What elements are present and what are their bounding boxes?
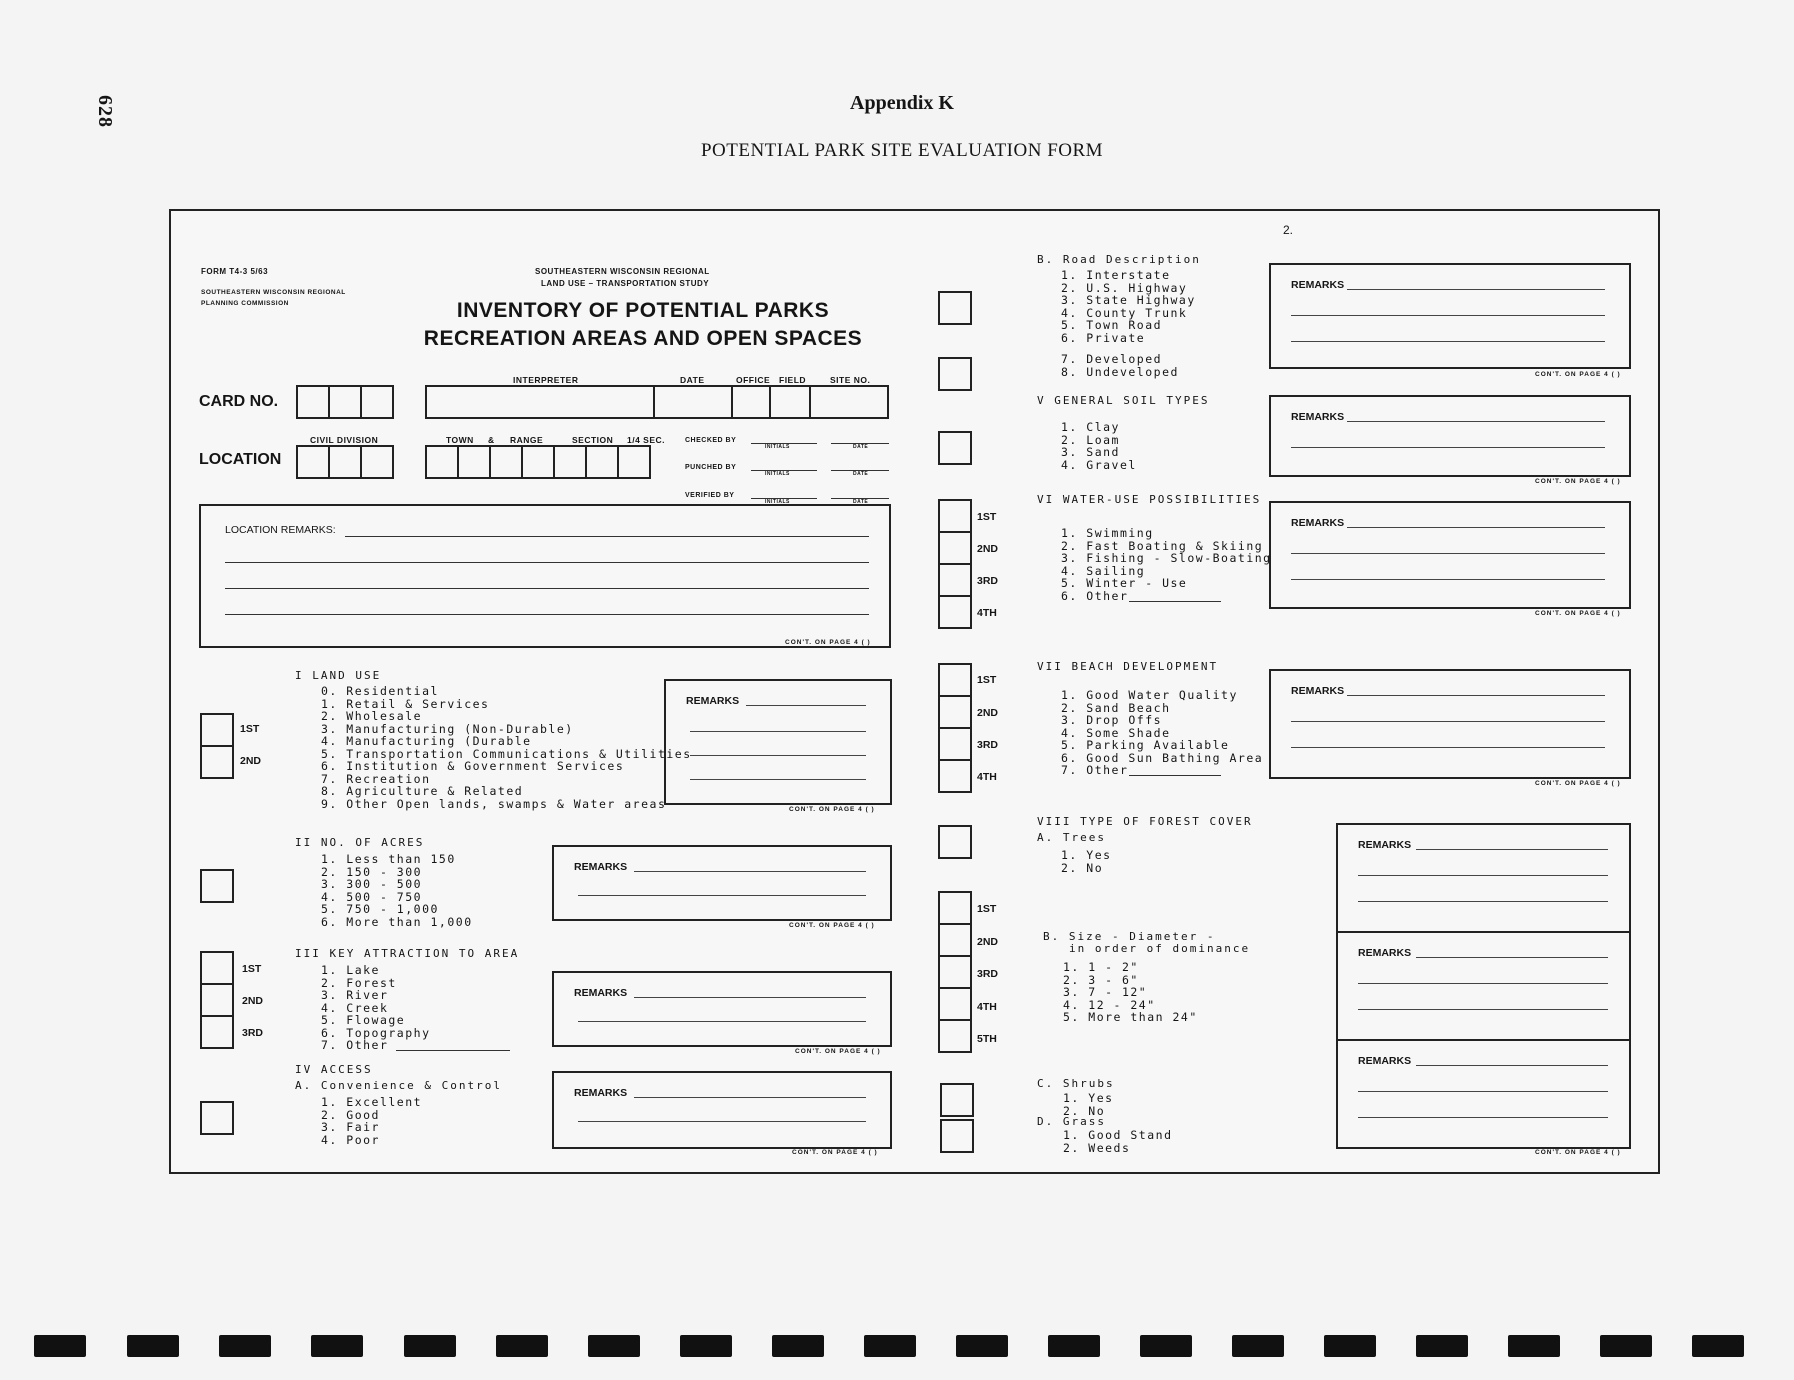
beach-2nd-box[interactable] <box>938 695 972 729</box>
size-5th-box[interactable] <box>938 1019 972 1053</box>
remarks-label: REMARKS <box>1358 1055 1412 1067</box>
size-2nd-box[interactable] <box>938 923 972 957</box>
beach-other-line[interactable] <box>1129 775 1221 776</box>
beach-remarks[interactable] <box>1269 669 1631 779</box>
remarks-label: REMARKS <box>574 1087 628 1099</box>
punch-mark <box>311 1335 363 1357</box>
water-4th-label: 4TH <box>977 607 997 619</box>
attraction-item: 3. River <box>321 988 389 1002</box>
road-list <box>1061 269 1196 344</box>
punch-mark <box>404 1335 456 1357</box>
study-line-2: LAND USE – TRANSPORTATION STUDY <box>541 279 710 288</box>
cont-road: CON'T. ON PAGE 4 ( ) <box>1535 371 1621 378</box>
land-use-item: 4. Manufacturing (Durable <box>321 734 532 748</box>
water-list <box>1061 527 1272 602</box>
office-label: OFFICE <box>736 375 771 385</box>
acres-remarks[interactable] <box>552 845 892 921</box>
checked-date-label: DATE <box>853 444 869 450</box>
punch-mark <box>1324 1335 1376 1357</box>
remarks-label: REMARKS <box>1358 947 1412 959</box>
beach-1st-label: 1ST <box>977 674 997 686</box>
acres-list <box>321 853 473 928</box>
form-title-2: RECREATION AREAS AND OPEN SPACES <box>423 327 863 350</box>
size-item: 3. 7 - 12" <box>1063 985 1148 999</box>
access-item: 2. Good <box>321 1107 380 1122</box>
remarks-label: REMARKS <box>1291 517 1345 529</box>
beach-item: 6. Good Sun Bathing Area <box>1061 750 1264 765</box>
trees-box[interactable] <box>938 825 972 859</box>
water-2nd-box[interactable] <box>938 531 972 565</box>
location-remarks-line-3 <box>225 588 869 589</box>
acres-box[interactable] <box>200 869 234 903</box>
checked-by-label: CHECKED BY <box>685 437 737 444</box>
punch-mark <box>219 1335 271 1357</box>
card-no-box-2[interactable] <box>328 385 362 419</box>
remarks-label: REMARKS <box>1358 839 1412 851</box>
card-no-label: CARD NO. <box>199 393 279 410</box>
punch-mark <box>1140 1335 1192 1357</box>
size-4th-label: 4TH <box>977 1001 997 1013</box>
cont-beach: CON'T. ON PAGE 4 ( ) <box>1535 780 1621 787</box>
access-subtitle: A. Convenience & Control <box>295 1079 502 1092</box>
form-page-number: 2. <box>1283 223 1294 237</box>
access-remarks[interactable] <box>552 1071 892 1149</box>
attraction-3rd-box[interactable] <box>200 1015 234 1049</box>
land-use-list <box>321 685 692 810</box>
verified-initials-label: INITIALS <box>765 499 790 505</box>
cont-acres: CON'T. ON PAGE 4 ( ) <box>789 922 875 929</box>
grass-item: 2. Weeds <box>1063 1140 1131 1155</box>
location-remarks-line-4 <box>225 614 869 615</box>
water-2nd-label: 2ND <box>977 543 999 555</box>
soil-item: 1. Clay <box>1061 420 1120 434</box>
attraction-item: 5. Flowage <box>321 1013 406 1027</box>
verified-date-label: DATE <box>853 499 869 505</box>
land-use-2nd-label: 2ND <box>240 755 262 767</box>
beach-list <box>1061 689 1263 777</box>
agency: SOUTHEASTERN WISCONSIN REGIONAL PLANNING COMMISSION <box>201 289 346 307</box>
road-remarks[interactable] <box>1269 263 1631 369</box>
attraction-1st-label: 1ST <box>242 963 262 975</box>
land-use-2nd-box[interactable] <box>200 745 234 779</box>
date-label: DATE <box>680 375 705 385</box>
punched-by-label: PUNCHED BY <box>685 464 737 471</box>
punch-mark <box>864 1335 916 1357</box>
grass-list <box>1063 1129 1173 1154</box>
road-box[interactable] <box>938 291 972 325</box>
cont-forest: CON'T. ON PAGE 4 ( ) <box>1535 1149 1621 1156</box>
attraction-list <box>321 964 431 1052</box>
grass-item: 1. Good Stand <box>1063 1128 1173 1142</box>
water-title: VI WATER-USE POSSIBILITIES <box>1037 493 1262 506</box>
beach-item: 4. Some Shade <box>1061 725 1171 740</box>
beach-3rd-box[interactable] <box>938 727 972 761</box>
size-2nd-label: 2ND <box>977 936 999 948</box>
field-field[interactable] <box>769 385 811 419</box>
road-title: B. Road Description <box>1037 253 1201 266</box>
form-frame <box>169 209 1660 1174</box>
attraction-item: 7. Other <box>321 1038 389 1052</box>
civil-division-label: CIVIL DIVISION <box>310 435 379 445</box>
section-box-2[interactable] <box>585 445 619 479</box>
land-use-1st-box[interactable] <box>200 713 234 747</box>
remarks-label: REMARKS <box>574 861 628 873</box>
size-3rd-box[interactable] <box>938 955 972 989</box>
town-label: TOWN <box>446 435 474 445</box>
study-line-1: SOUTHEASTERN WISCONSIN REGIONAL <box>535 267 710 276</box>
punch-mark <box>1048 1335 1100 1357</box>
trees-item: 2. No <box>1061 860 1104 875</box>
soil-box[interactable] <box>938 431 972 465</box>
beach-4th-label: 4TH <box>977 771 997 783</box>
punch-mark <box>1692 1335 1744 1357</box>
form-id: FORM T4-3 5/63 <box>201 267 269 276</box>
shrubs-item: 2. No <box>1063 1103 1106 1118</box>
location-remarks-line-1 <box>345 536 869 537</box>
development-item: 7. Developed <box>1061 352 1163 366</box>
road-item: 1. Interstate <box>1061 268 1171 282</box>
land-use-item: 5. Transportation Communications & Utilities <box>321 746 692 761</box>
cont-land-use: CON'T. ON PAGE 4 ( ) <box>789 806 875 813</box>
punch-mark <box>956 1335 1008 1357</box>
attraction-item: 6. Topography <box>321 1025 431 1040</box>
civil-box-2[interactable] <box>328 445 362 479</box>
town-box-1[interactable] <box>425 445 459 479</box>
water-item: 1. Swimming <box>1061 526 1154 540</box>
size-item: 4. 12 - 24" <box>1063 997 1156 1012</box>
road-item: 2. U.S. Highway <box>1061 280 1188 295</box>
remarks-label: REMARKS <box>574 987 628 999</box>
attraction-3rd-label: 3RD <box>242 1027 264 1039</box>
soil-item: 2. Loam <box>1061 432 1120 447</box>
size-remarks[interactable] <box>1336 931 1631 1041</box>
soil-list <box>1061 421 1137 471</box>
land-use-remarks[interactable] <box>664 679 892 805</box>
office-field[interactable] <box>731 385 771 419</box>
access-list <box>321 1096 422 1146</box>
soil-item: 3. Sand <box>1061 445 1120 459</box>
road-item: 5. Town Road <box>1061 318 1163 332</box>
access-box[interactable] <box>200 1101 234 1135</box>
card-no-box-1[interactable] <box>296 385 330 419</box>
water-1st-box[interactable] <box>938 499 972 533</box>
beach-1st-box[interactable] <box>938 663 972 697</box>
attraction-title: III KEY ATTRACTION TO AREA <box>295 947 520 960</box>
punch-mark <box>1600 1335 1652 1357</box>
size-item: 2. 3 - 6" <box>1063 972 1139 987</box>
beach-item: 5. Parking Available <box>1061 738 1230 752</box>
punch-mark <box>588 1335 640 1357</box>
page-number: 628 <box>94 95 116 128</box>
range-label: RANGE <box>510 435 544 445</box>
trees-list <box>1061 849 1112 874</box>
water-4th-box[interactable] <box>938 595 972 629</box>
attraction-2nd-box[interactable] <box>200 983 234 1017</box>
beach-item: 3. Drop Offs <box>1061 713 1163 727</box>
shrubs-item: 1. Yes <box>1063 1091 1114 1105</box>
forest-title: VIII TYPE OF FOREST COVER <box>1037 815 1253 828</box>
shrubs-box[interactable] <box>940 1083 974 1117</box>
land-use-item: 8. Agriculture & Related <box>321 784 524 798</box>
water-remarks[interactable] <box>1269 501 1631 609</box>
location-remarks-box[interactable] <box>199 504 891 648</box>
acres-item: 2. 150 - 300 <box>321 864 423 879</box>
attraction-remarks[interactable] <box>552 971 892 1047</box>
development-list <box>1061 353 1179 378</box>
trees-remarks[interactable] <box>1336 823 1631 933</box>
soil-remarks[interactable] <box>1269 395 1631 477</box>
section-label: SECTION <box>572 435 614 445</box>
town-box-2[interactable] <box>457 445 491 479</box>
site-no-label: SITE NO. <box>830 375 871 385</box>
cont-access: CON'T. ON PAGE 4 ( ) <box>792 1149 878 1156</box>
attraction-item: 1. Lake <box>321 963 380 977</box>
grass-label: D. Grass <box>1037 1115 1106 1128</box>
beach-3rd-label: 3RD <box>977 739 999 751</box>
beach-4th-box[interactable] <box>938 759 972 793</box>
development-box[interactable] <box>938 357 972 391</box>
road-item: 3. State Highway <box>1061 293 1196 307</box>
location-remarks-line-2 <box>225 562 869 563</box>
acres-item: 6. More than 1,000 <box>321 914 473 929</box>
water-3rd-label: 3RD <box>977 575 999 587</box>
size-1st-label: 1ST <box>977 903 997 915</box>
interpreter-label: INTERPRETER <box>513 375 579 385</box>
cont-water: CON'T. ON PAGE 4 ( ) <box>1535 610 1621 617</box>
punch-mark <box>680 1335 732 1357</box>
range-box-1[interactable] <box>489 445 523 479</box>
land-use-1st-label: 1ST <box>240 723 260 735</box>
road-item: 6. Private <box>1061 330 1146 345</box>
remarks-label: REMARKS <box>1291 411 1345 423</box>
amp-label: & <box>488 435 495 445</box>
location-label: LOCATION <box>199 451 282 468</box>
punch-mark <box>772 1335 824 1357</box>
trees-item: 1. Yes <box>1061 848 1112 862</box>
water-item: 5. Winter - Use <box>1061 576 1188 590</box>
attraction-other-line[interactable] <box>396 1050 510 1051</box>
size-item: 5. More than 24" <box>1063 1010 1198 1024</box>
punch-mark <box>34 1335 86 1357</box>
punch-mark <box>496 1335 548 1357</box>
page-title: POTENTIAL PARK SITE EVALUATION FORM <box>700 140 1104 161</box>
acres-item: 3. 300 - 500 <box>321 877 423 891</box>
land-use-item: 1. Retail & Services <box>321 696 490 711</box>
land-use-item: 0. Residential <box>321 684 439 698</box>
land-use-item: 7. Recreation <box>321 771 431 786</box>
water-item: 2. Fast Boating & Skiing <box>1061 538 1264 553</box>
land-use-item: 3. Manufacturing (Non-Durable) <box>321 721 574 736</box>
interpreter-field[interactable] <box>425 385 655 419</box>
form-title-1: INVENTORY OF POTENTIAL PARKS <box>456 299 830 322</box>
shrubs-list <box>1063 1092 1114 1117</box>
civil-box-3[interactable] <box>360 445 394 479</box>
date-field[interactable] <box>653 385 733 419</box>
verified-by-label: VERIFIED BY <box>685 492 735 499</box>
cont-attraction: CON'T. ON PAGE 4 ( ) <box>795 1048 881 1055</box>
attraction-2nd-label: 2ND <box>242 995 264 1007</box>
water-item: 6. Other <box>1061 588 1129 603</box>
punched-initials-label: INITIALS <box>765 471 790 477</box>
punch-mark <box>127 1335 179 1357</box>
attraction-1st-box[interactable] <box>200 951 234 985</box>
punched-date-label: DATE <box>853 471 869 477</box>
beach-item: 7. Other <box>1061 763 1129 777</box>
size-label-1: B. Size - Diameter - <box>1043 930 1216 943</box>
access-item: 1. Excellent <box>321 1095 423 1109</box>
size-5th-label: 5TH <box>977 1033 997 1045</box>
cont-location: CON'T. ON PAGE 4 ( ) <box>785 639 871 646</box>
shrubs-grass-remarks[interactable] <box>1336 1039 1631 1149</box>
card-no-box-3[interactable] <box>360 385 394 419</box>
location-remarks-label: LOCATION REMARKS: <box>225 524 336 536</box>
land-use-item: 6. Institution & Government Services <box>321 759 625 773</box>
appendix-heading: Appendix K <box>850 92 954 114</box>
attraction-item: 4. Creek <box>321 1000 389 1015</box>
acres-title: II NO. OF ACRES <box>295 836 425 849</box>
checked-initials-label: INITIALS <box>765 444 790 450</box>
size-3rd-label: 3RD <box>977 968 999 980</box>
beach-2nd-label: 2ND <box>977 707 999 719</box>
punch-mark <box>1416 1335 1468 1357</box>
water-item: 3. Fishing - Slow-Boating <box>1061 551 1272 565</box>
acres-item: 4. 500 - 750 <box>321 889 423 904</box>
acres-item: 5. 750 - 1,000 <box>321 902 439 916</box>
quarter-box[interactable] <box>617 445 651 479</box>
civil-box-1[interactable] <box>296 445 330 479</box>
size-item: 1. 1 - 2" <box>1063 960 1139 974</box>
size-4th-box[interactable] <box>938 987 972 1021</box>
beach-title: VII BEACH DEVELOPMENT <box>1037 660 1219 673</box>
land-use-item: 2. Wholesale <box>321 709 423 723</box>
access-item: 3. Fair <box>321 1120 380 1134</box>
acres-item: 1. Less than 150 <box>321 852 456 866</box>
range-box-2[interactable] <box>521 445 555 479</box>
cont-soil: CON'T. ON PAGE 4 ( ) <box>1535 478 1621 485</box>
punch-mark <box>1508 1335 1560 1357</box>
remarks-label: REMARKS <box>1291 279 1345 291</box>
soil-title: V GENERAL SOIL TYPES <box>1037 394 1210 407</box>
grass-box[interactable] <box>940 1119 974 1153</box>
beach-item: 2. Sand Beach <box>1061 700 1171 715</box>
development-item: 8. Undeveloped <box>1061 364 1179 379</box>
attraction-item: 2. Forest <box>321 975 397 990</box>
section-box-1[interactable] <box>553 445 587 479</box>
land-use-item: 9. Other Open lands, swamps & Water areas <box>321 796 667 811</box>
beach-item: 1. Good Water Quality <box>1061 688 1238 702</box>
soil-item: 4. Gravel <box>1061 457 1137 472</box>
field-label: FIELD <box>779 375 807 385</box>
water-item: 4. Sailing <box>1061 563 1146 578</box>
water-other-line[interactable] <box>1129 601 1221 602</box>
size-label-2: in order of dominance <box>1069 942 1251 955</box>
size-1st-box[interactable] <box>938 891 972 925</box>
punch-mark <box>1232 1335 1284 1357</box>
access-title: IV ACCESS <box>295 1063 373 1076</box>
access-item: 4. Poor <box>321 1132 380 1147</box>
shrubs-label: C. Shrubs <box>1037 1077 1115 1090</box>
remarks-label: REMARKS <box>686 695 740 707</box>
size-list <box>1063 961 1198 1024</box>
remarks-label: REMARKS <box>1291 685 1345 697</box>
land-use-title: I LAND USE <box>295 669 382 682</box>
site-no-field[interactable] <box>809 385 889 419</box>
water-3rd-box[interactable] <box>938 563 972 597</box>
road-item: 4. County Trunk <box>1061 305 1188 320</box>
water-1st-label: 1ST <box>977 511 997 523</box>
forest-trees-label: A. Trees <box>1037 831 1106 844</box>
quarter-section-label: 1/4 SEC. <box>627 435 666 445</box>
